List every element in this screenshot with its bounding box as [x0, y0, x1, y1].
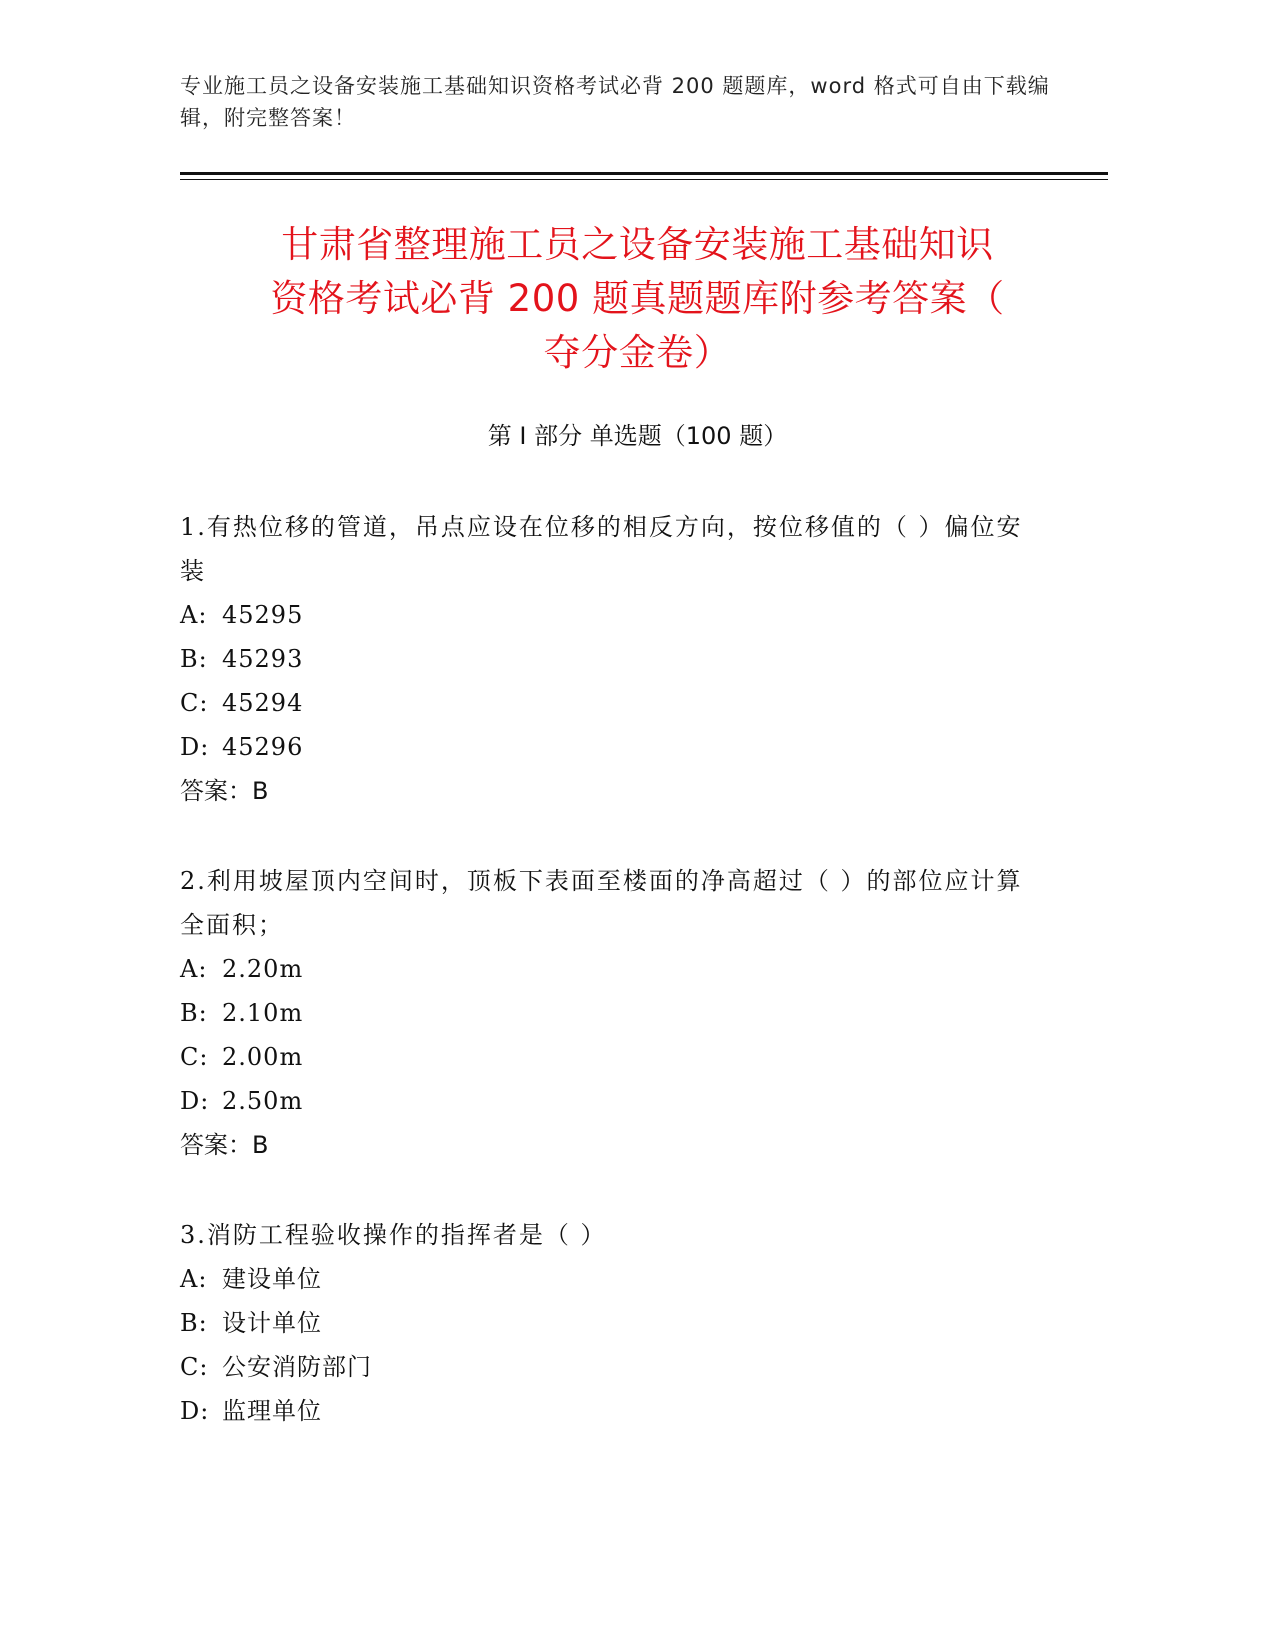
question-stem: 1.有热位移的管道，吊点应设在位移的相反方向，按位移值的（ ）偏位安装: [180, 513, 1023, 585]
option-text: 45296: [222, 733, 304, 761]
option-text: 监理单位: [222, 1397, 322, 1425]
option-text: 45295: [222, 601, 304, 629]
option-text: 2.10m: [222, 999, 304, 1027]
title-line: 夺分金卷）: [543, 331, 732, 374]
question-stem: 2.利用坡屋顶内空间时，顶板下表面至楼面的净高超过（ ）的部位应计算全面积；: [180, 867, 1023, 939]
option-letter: C:: [180, 1353, 209, 1381]
option-letter: C:: [180, 689, 209, 717]
question-option: [180, 1301, 1040, 1345]
question-option: [180, 1079, 1040, 1123]
question-option: [180, 1345, 1040, 1389]
question-answer: 答案：B: [180, 1131, 269, 1159]
title-line: 资格考试必背 200 题真题题库附参考答案（: [270, 277, 1005, 320]
option-letter: B:: [180, 1309, 208, 1337]
option-letter: D:: [180, 733, 210, 761]
question-option: [180, 1257, 1040, 1301]
option-text: 45294: [222, 689, 304, 717]
header-note: 专业施工员之设备安装施工基础知识资格考试必背 200 题题库，word 格式可自由下载编辑，附完整答案！: [180, 74, 1050, 130]
option-text: 2.00m: [222, 1043, 304, 1071]
option-text: 2.20m: [222, 955, 304, 983]
question-option: [180, 1035, 1040, 1079]
option-letter: D:: [180, 1397, 210, 1425]
question-option: [180, 947, 1040, 991]
question-item: [180, 1213, 1040, 1433]
option-text: 2.50m: [222, 1087, 304, 1115]
option-text: 45293: [222, 645, 304, 673]
option-letter: A:: [180, 601, 208, 629]
option-text: 建设单位: [222, 1265, 322, 1293]
question-option: [180, 725, 1040, 769]
question-answer: 答案：B: [180, 777, 269, 805]
question-item: [180, 859, 1040, 1167]
option-letter: A:: [180, 1265, 208, 1293]
option-letter: B:: [180, 645, 208, 673]
question-list: [180, 505, 1040, 1479]
title-line: 甘肃省整理施工员之设备安装施工基础知识: [281, 223, 994, 266]
section-title: 第 I 部分 单选题（100 题）: [487, 422, 788, 450]
option-letter: A:: [180, 955, 208, 983]
option-letter: B:: [180, 999, 208, 1027]
question-option: [180, 593, 1040, 637]
question-stem: 3.消防工程验收操作的指挥者是（ ）: [180, 1221, 607, 1249]
question-option: [180, 1389, 1040, 1433]
option-text: 公安消防部门: [222, 1353, 372, 1381]
question-option: [180, 681, 1040, 725]
question-option: [180, 991, 1040, 1035]
option-text: 设计单位: [222, 1309, 322, 1337]
option-letter: D:: [180, 1087, 210, 1115]
document-title: [180, 218, 1095, 380]
header-divider-thin: [180, 179, 1108, 180]
header-divider-thick: [180, 172, 1108, 175]
option-letter: C:: [180, 1043, 209, 1071]
question-item: [180, 505, 1040, 813]
question-option: [180, 637, 1040, 681]
